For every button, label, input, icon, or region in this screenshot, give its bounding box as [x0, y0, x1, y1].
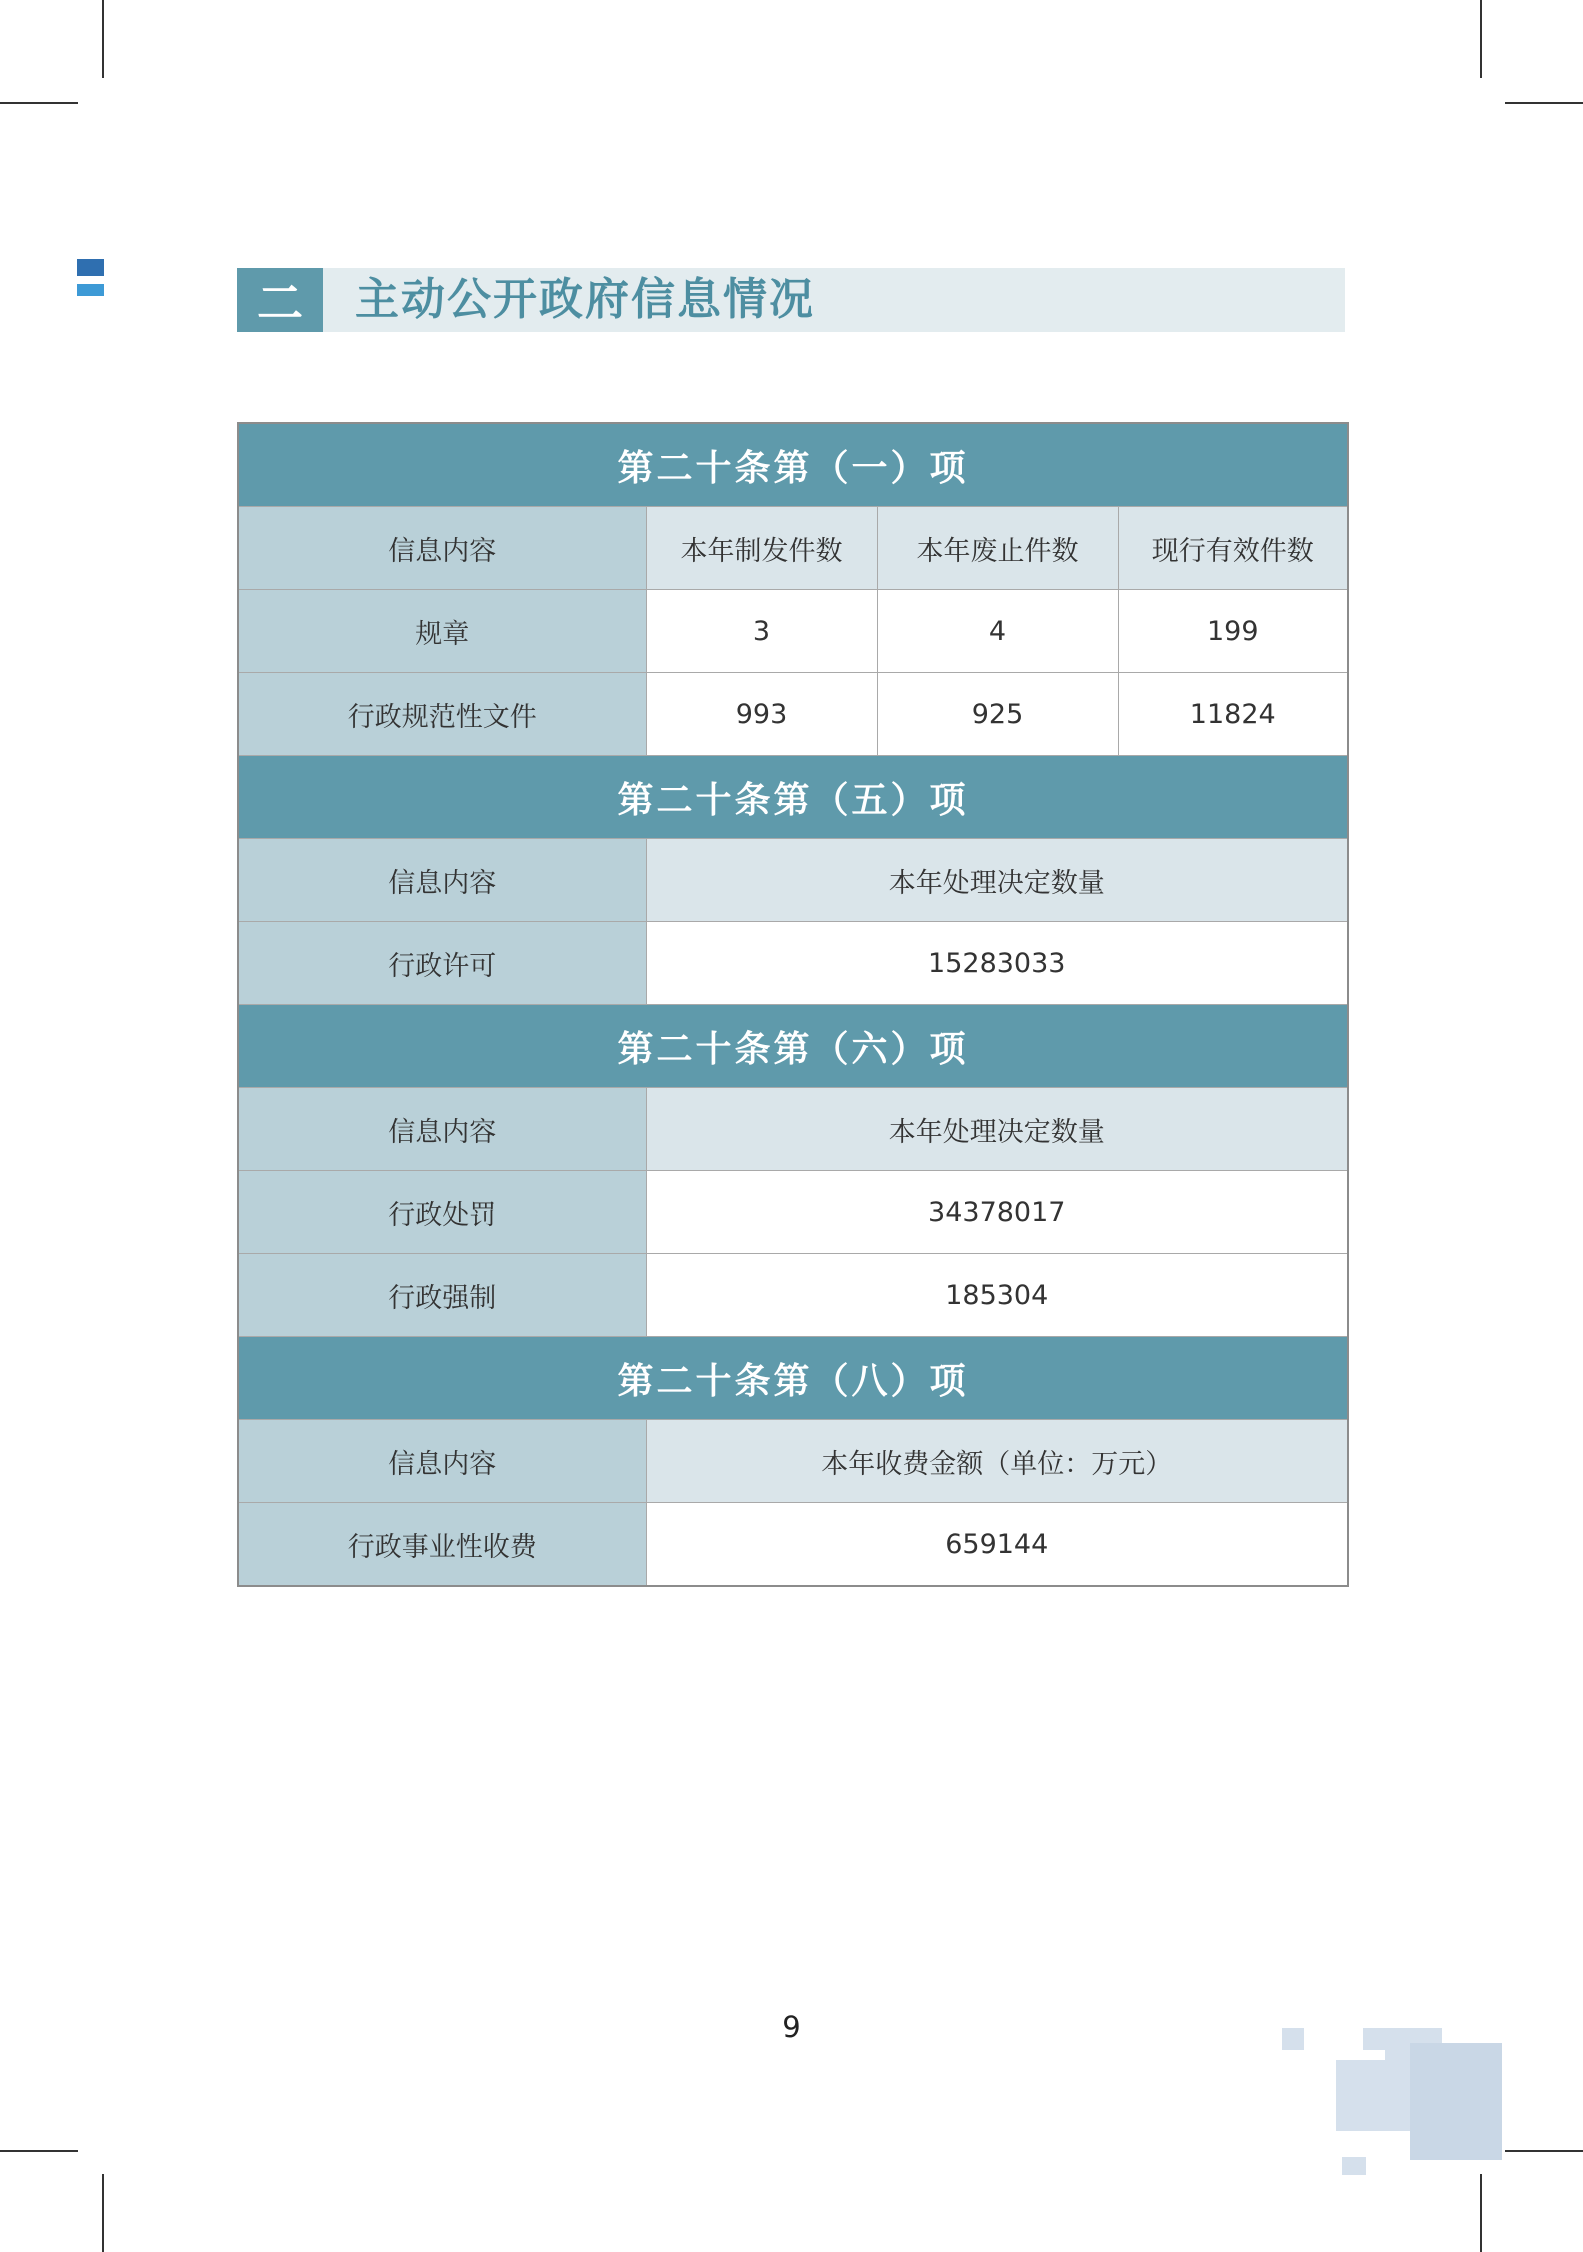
column-header: 本年处理决定数量 [646, 1088, 1348, 1171]
row-label: 行政强制 [238, 1254, 646, 1337]
column-header: 本年废止件数 [877, 507, 1118, 590]
table-row [238, 1254, 1348, 1337]
table-section-heading [238, 423, 1348, 507]
page-number: 9 [782, 2010, 801, 2044]
crop-mark [0, 102, 78, 104]
row-label: 行政处罚 [238, 1171, 646, 1254]
table-header-row [238, 1088, 1348, 1171]
decorative-square [1336, 2060, 1410, 2131]
decorative-square [1410, 2043, 1502, 2160]
column-header: 本年处理决定数量 [646, 839, 1348, 922]
column-header: 本年收费金额（单位：万元） [646, 1420, 1348, 1503]
row-label: 行政许可 [238, 922, 646, 1005]
table-cell: 15283033 [646, 922, 1348, 1005]
crop-mark [102, 0, 104, 78]
table-row [238, 590, 1348, 673]
table-cell: 4 [877, 590, 1118, 673]
column-header: 信息内容 [238, 507, 646, 590]
table-section-heading [238, 756, 1348, 839]
table-row [238, 673, 1348, 756]
section-title: 主动公开政府信息情况 [355, 274, 815, 325]
table-cell: 925 [877, 673, 1118, 756]
side-marker-dark [77, 259, 104, 276]
section-heading-3: 第二十条第（六）项 [238, 1005, 1348, 1088]
decorative-square [1342, 2157, 1366, 2175]
decorative-square [1282, 2028, 1304, 2050]
crop-mark [1480, 2174, 1482, 2252]
info-table [237, 422, 1349, 1587]
row-label: 行政事业性收费 [238, 1503, 646, 1587]
table-row [238, 922, 1348, 1005]
column-header: 信息内容 [238, 1420, 646, 1503]
table-header-row [238, 1420, 1348, 1503]
table-row [238, 1171, 1348, 1254]
crop-mark [1480, 0, 1482, 78]
table-cell: 3 [646, 590, 877, 673]
section-heading-4: 第二十条第（八）项 [238, 1337, 1348, 1420]
section-number: 二 [237, 268, 323, 332]
table-cell: 659144 [646, 1503, 1348, 1587]
column-header: 本年制发件数 [646, 507, 877, 590]
table-section-heading [238, 1337, 1348, 1420]
table-cell: 11824 [1118, 673, 1348, 756]
table-cell: 993 [646, 673, 877, 756]
table-header-row [238, 507, 1348, 590]
row-label: 行政规范性文件 [238, 673, 646, 756]
crop-mark [102, 2174, 104, 2252]
table-cell: 185304 [646, 1254, 1348, 1337]
side-marker-light [77, 284, 104, 296]
column-header: 信息内容 [238, 839, 646, 922]
row-label: 规章 [238, 590, 646, 673]
section-heading-1: 第二十条第（一）项 [238, 423, 1348, 507]
crop-mark [1505, 2150, 1583, 2152]
table-row [238, 1503, 1348, 1587]
section-banner [237, 268, 1345, 332]
table-cell: 34378017 [646, 1171, 1348, 1254]
crop-mark [1505, 102, 1583, 104]
decorative-square [1363, 2028, 1385, 2050]
table-section-heading [238, 1005, 1348, 1088]
table-cell: 199 [1118, 590, 1348, 673]
column-header: 现行有效件数 [1118, 507, 1348, 590]
crop-mark [0, 2150, 78, 2152]
column-header: 信息内容 [238, 1088, 646, 1171]
section-heading-2: 第二十条第（五）项 [238, 756, 1348, 839]
table-header-row [238, 839, 1348, 922]
